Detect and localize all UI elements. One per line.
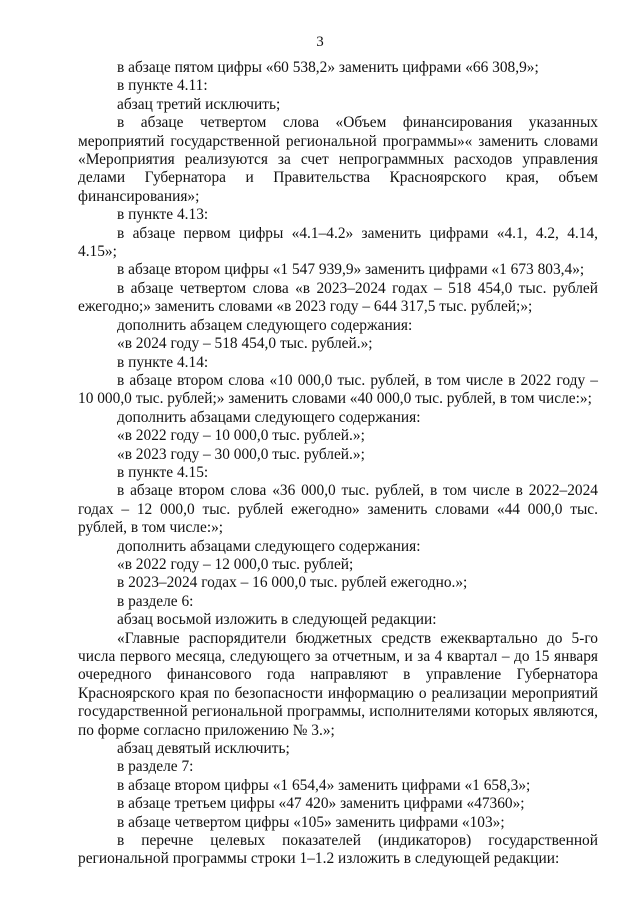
paragraph: «в 2024 году – 518 454,0 тыс. рублей.»; [117,335,373,353]
paragraph: абзац девятый исключить; [117,740,290,758]
paragraph: «в 2022 году – 10 000,0 тыс. рублей.»; [117,427,365,445]
document-body [78,59,598,869]
paragraph: в абзаце пятом цифры «60 538,2» заменить цифрами «66 308,9»; [117,59,539,76]
page-number: 3 [316,34,324,50]
paragraph: в абзаце втором слова «36 000,0 тыс. рублей, в том числе в 2022–2024 годах – 12 000,0 тыс. рублей ежегодно» заменить словами «44 000,0 тыс. рублей, в том числе:»; [78,482,598,537]
paragraph: в абзаце втором цифры «1 654,4» заменить цифрами «1 658,3»; [117,776,531,794]
paragraph: в разделе 6: [117,592,194,610]
paragraph: «в 2023 году – 30 000,0 тыс. рублей.»; [117,445,365,463]
paragraph: в пункте 4.15: [117,463,209,481]
paragraph: в 2023–2024 годах – 16 000,0 тыс. рублей ежегодно.»; [117,574,468,592]
paragraph: дополнить абзацем следующего содержания: [117,316,413,334]
paragraph: «Главные распорядители бюджетных средств ежеквартально до 5-го числа первого месяца, следующего за отчетным, и за 4 квартал – до 15 января очередного финансового года направляют в управление Губернатора Красноярского края по безопасности информацию о реализации мероприятий государственной региональной программы, исполнителями которых являются, по форме согласно приложению № 3.»; [78,629,598,739]
paragraph: в абзаце первом цифры «4.1–4.2» заменить цифрами «4.1, 4.2, 4.14, 4.15»; [78,224,598,261]
paragraph: дополнить абзацами следующего содержания: [117,537,421,555]
paragraph: в абзаце втором слова «10 000,0 тыс. рублей, в том числе в 2022 году – 10 000,0 тыс. рублей;» заменить словами «40 000,0 тыс. рублей, в том числе:»; [78,371,598,408]
paragraph: «в 2022 году – 12 000,0 тыс. рублей; [117,555,354,573]
paragraph: абзац третий исключить; [117,95,281,113]
paragraph: в абзаце четвертом слова «Объем финансирования указанных мероприятий государственной региональной программы»« заменить словами «Мероприятия реализуются за счет непрограммных расходов управления делами Губернатора и Правительства Красноярского края, объем финансирования»; [78,114,598,205]
paragraph: в перечне целевых показателей (индикаторов) государственной региональной программы строки 1–1.2 изложить в следующей редакции: [78,832,598,868]
paragraph: в пункте 4.14: [117,353,209,371]
paragraph: в абзаце втором цифры «1 547 939,9» заменить цифрами «1 673 803,4»; [117,261,585,279]
paragraph: в пункте 4.13: [117,206,209,224]
paragraph: в абзаце третьем цифры «47 420» заменить цифрами «47360»; [117,795,525,813]
paragraph: в пункте 4.11: [117,77,208,95]
paragraph: в разделе 7: [117,758,194,776]
paragraph: в абзаце четвертом слова «в 2023–2024 годах – 518 454,0 тыс. рублей ежегодно;» заменить словами «в 2023 году – 644 317,5 тыс. рублей;»; [78,279,598,316]
paragraph: абзац восьмой изложить в следующей редакции: [117,611,437,629]
paragraph: дополнить абзацами следующего содержания: [117,408,421,426]
paragraph: в абзаце четвертом цифры «105» заменить цифрами «103»; [117,813,505,831]
